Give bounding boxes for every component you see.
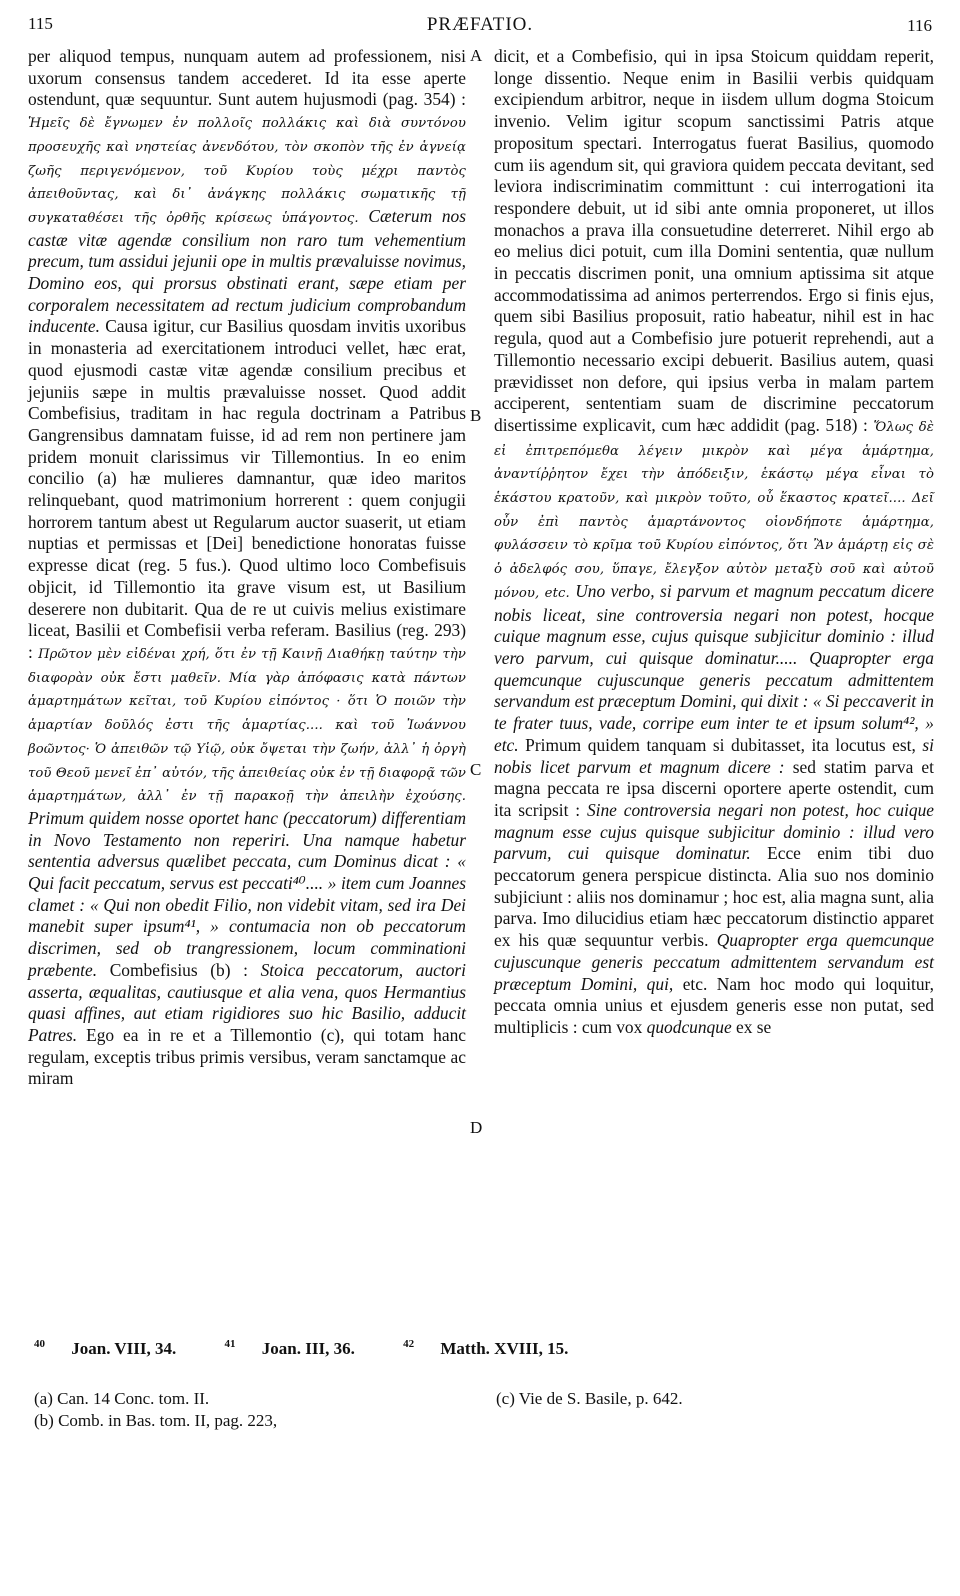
latin-translation: quodcunque: [646, 1016, 732, 1037]
body-text: dicit, et a Combefisio, qui in ipsa Stoicum quiddam reperit, longe dissentio. Neque enim in Basilii verbis quidquam excipiendum arbitror, neque in iisdem ullum dogma Stoicum invenio. Velim igitur scopum sanctissimi Patris atque propositum spectari. Interrogatus fuerat Basilius, quomodo cum iis agendum sit, qui graviora quidem peccata devitant, sed leviora indiscriminatim committunt : cui interrogationi ita respondere debuit, ut id sibi ante omnia proponeret, ut illos monachos a prava illa consuetudine deterreret. Nihil ergo ab eo melius dici potuit, cum illa Domini sententia, quæ nullum in peccatis discrimen ponit, una omnium aptissima sit atque accommodatissima ad animos perterrendos. Ergo si finis ejus, quem sibi Basilius proposuit, ratio habeatur, nihil est in hac regula, quod aut a Combefisio jure potuerit reprehendi, aut a Tillemontio necessario excipi debuerit. Basilius autem, quasi prævidisset non defore, qui ipsius verba in malam partem acciperent, sententiam suam de discrimine peccatorum disertissime explicavit, cum hæc addidit (pag. 518) :: [494, 46, 934, 435]
body-text: Combefisius (b) :: [97, 959, 261, 980]
note-a: (a) Can. 14 Conc. tom. II.: [34, 1389, 210, 1408]
editor-notes-left: [34, 1388, 277, 1432]
body-text: sed statim parva et magna peccata re ipsa discerni oportere aperte ostendit, cum ita scripsit :: [494, 756, 934, 820]
left-column-text: [28, 46, 466, 1090]
left-column: [28, 46, 466, 1090]
section-marker-b: B: [470, 406, 482, 425]
page-header: [28, 14, 932, 40]
running-title: PRÆFATIO.: [426, 14, 534, 35]
footnote-number: 41: [224, 1338, 236, 1350]
latin-translation: Uno verbo, si parvum et magnum peccatum dicere nobis liceat, sine controversia negari non potest, hocque cuique magnum esse, cujus quisque subjicitur dominio : illud vero parvum, cui quisque dominatur..... Quapropter erga quemcunque cujuscunque generis peccatum admittentem servandum est præceptum Domini, qui dixit : « Si peccaverit in te frater tuus, vade, corripe eum inter te et ipsum solum⁴², » etc.: [494, 580, 934, 755]
body-text: Ecce enim tibi duo peccatorum genera perspicue distincta. Alia suo nos dominio subjiciunt : aliis nos dominamur ; hoc est, alia magna sunt, alia parva. Imo dilucidius etiam hæc peccatorum distinctio apparet ex his quæ sequuntur verbis.: [494, 843, 934, 951]
footnote-number: 42: [403, 1338, 415, 1350]
body-text: etc. Nam hoc modo qui loquitur, peccata omnia unius et ejusdem generis esse non putat, sed multiplicis : cum vox: [494, 973, 934, 1037]
latin-translation: Primum quidem nosse oportet hanc (peccatorum) differentiam in Novo Testamento non reperiri. Una namque habetur sententia adversus quælibet peccata, cum Dominus dicat : « Qui facit peccatum, servus est peccati⁴⁰.... » item cum Joannes clamet : « Qui non obedit Filio, non videbit vitam, sed ira Dei manebit super ipsum⁴¹, » contumacia non ob peccatorum discrimen, sed ob trangressionem, locum comminationi præbente.: [28, 807, 466, 980]
footnote-number: 40: [34, 1338, 45, 1350]
footnote-text: Matth. XVIII, 15.: [436, 1338, 569, 1358]
footnote-42: [403, 1339, 590, 1358]
page-number-left: 115: [28, 14, 53, 33]
note-c: (c) Vie de S. Basile, p. 642.: [496, 1389, 683, 1408]
page-number-right: 116: [907, 16, 932, 35]
latin-translation: Cæterum nos castæ vitæ agendæ consilium non raro tum vehementium precum, tum assidui jejunii ope in multis prævaluisse novimus, Domino eos, qui prorsus obstinati erant, sæpe etiam per corporalem necessitatem ad rectum judicium comprobandum inducente.: [28, 205, 466, 337]
latin-translation: Sine controversia negari non potest, hoc cuique magnum esse cujus quisque subjicitur dominio : illud vero parvum, cui quisque dominatur.: [494, 799, 934, 864]
footnote-40: [34, 1339, 198, 1358]
section-marker-c: C: [470, 760, 482, 779]
body-text: Causa igitur, cur Basilius quosdam invitis uxoribus in monasteria ad exercitationem introduci vellet, hæc erat, quod ejusmodi castæ vitæ agendæ consilium precibus et jejuniis sæpe in multis prævaluisse nosset. Quod addit Combefisius, traditam in hac regula doctrinam a Patribus Gangrensibus damnatam fuisse, id ad rem non pertinere jam pridem monuit clarissimus vir Tillemontius. In eo enim concilio (a) hæ mulieres damnantur, quæ ideo maritos relinquebant, quod matrimonium horrerent : quem conjugii horrorem tantum abest ut Regularum auctor suaserit, ut etiam nuptias et permissas et [Dei] benedictione honoratas fuisse expresse dicat (reg. 5 fus.). Quod ultimo loco Combefisuis objicit, id Tillemontio ita grave visum est, ut Basilium deserere non dubitarit. Qua de re ut cuivis melius existimare liceat, Basilii et Combefisii verba referam. Basilius (reg. 293) :: [28, 316, 466, 662]
body-text: Ego ea in re et a Tillemontio (c), qui totam hanc regulam, exceptis tribus primis versibus, veram sanctamque ac miram: [28, 1024, 466, 1089]
section-marker-a: A: [470, 46, 483, 65]
latin-translation: Stoica peccatorum, auctori asserta, æqualitas, cautiusque et alia vena, quos Hermantius quasi affines, aut etiam rigidiores suo hic Basilio, adducit Patres.: [28, 959, 467, 1045]
footnote-text: Joan. III, 36.: [257, 1338, 355, 1358]
body-text: ex se: [731, 1016, 772, 1037]
footnote-text: Joan. VIII, 34.: [67, 1338, 177, 1358]
footnotes: [34, 1338, 612, 1359]
right-column: [494, 46, 934, 1039]
body-text: per aliquod tempus, nunquam autem ad professionem, nisi uxorum consensus tandem accederet. Id ita esse aperte ostendunt, quæ sequuntur. Sunt autem hujusmodi (pag. 354) :: [28, 46, 466, 110]
note-b: (b) Comb. in Bas. tom. II, pag. 223,: [34, 1411, 278, 1430]
greek-quotation: Ἡμεῖς δὲ ἔγνωμεν ἐν πολλοῖς πολλάκις καὶ διὰ συντόνου προσευχῆς καὶ νηστείας ἀνενδότου, τὸν σκοπὸν τῆς ἐν ἁγνείᾳ ζωῆς περιγενόμενον, τοῦ Κυρίου τοὺς μέχρι παντὸς ἀπειθοῦντας, καὶ δι᾽ ἀνάγκης πολλάκις σωματικῆς τῇ συγκαταθέσει τῆς ὀρθῆς κρίσεως ὑπάγοντος.: [28, 116, 466, 226]
greek-quotation: Ὅλως δὲ εἰ ἐπιτρεπόμεθα λέγειν μικρὸν καὶ μέγα ἁμάρτημα, ἀναντίῤῥητον ἔχει τὴν ἀπόδειξιν, ἑκάστῳ μέγα εἶναι τὸ ἑκάστου κρατοῦν, καὶ μικρὸν τοῦτο, οὗ ἕκαστος κρατεῖ.... Δεῖ οὖν ἐπὶ παντὸς ἁμαρτάνοντος οἱονδήποτε ἁμάρτημα, φυλάσσειν τὸ κρῖμα τοῦ Κυρίου εἰπόντος, ὅτι Ἂν ἁμάρτῃ εἰς σὲ ὁ ἀδελφός σου, ὕπαγε, ἔλεγξον αὐτὸν μεταξὺ σοῦ καὶ αὐτοῦ μόνου, etc.: [494, 419, 934, 601]
latin-translation: Quapropter erga quemcunque cujuscunque generis peccatum admittentem servandum est præceptum Domini, qui,: [494, 930, 934, 994]
body-text: Primum quidem tanquam si dubitasset, ita locutus est,: [518, 734, 923, 755]
section-marker-d: D: [470, 1118, 483, 1137]
latin-translation: si nobis licet parvum et magnum dicere :: [494, 734, 934, 777]
editor-notes-right: [496, 1388, 683, 1410]
greek-quotation: Πρῶτον μὲν εἰδέναι χρή, ὅτι ἐν τῇ Καινῇ Διαθήκῃ ταύτην τὴν διαφορὰν οὐκ ἔστι μαθεῖν. Μία γὰρ ἀπόφασις κατὰ πάντων ἁμαρτημάτων κεῖται, τοῦ Κυρίου εἰπόντος · ὅτι Ὁ ποιῶν τὴν ἁμαρτίαν δοῦλός ἐστι τῆς ἁμαρτίας.... καὶ τοῦ Ἰωάννου βοῶντος· Ὁ ἀπειθῶν τῷ Υἱῷ, οὐκ ὄψεται τὴν ζωήν, ἀλλ᾽ ἡ ὀργὴ τοῦ Θεοῦ μενεῖ ἐπ᾽ αὐτόν, τῆς ἀπειθείας οὐκ ἐν τῇ διαφορᾷ τῶν ἁμαρτημάτων, ἀλλ᾽ ἐν τῇ παρακοῇ τὴν ἀπειλὴν ἐχούσης.: [28, 646, 466, 805]
right-column-text: [494, 46, 934, 1039]
footnote-41: [225, 1339, 377, 1358]
